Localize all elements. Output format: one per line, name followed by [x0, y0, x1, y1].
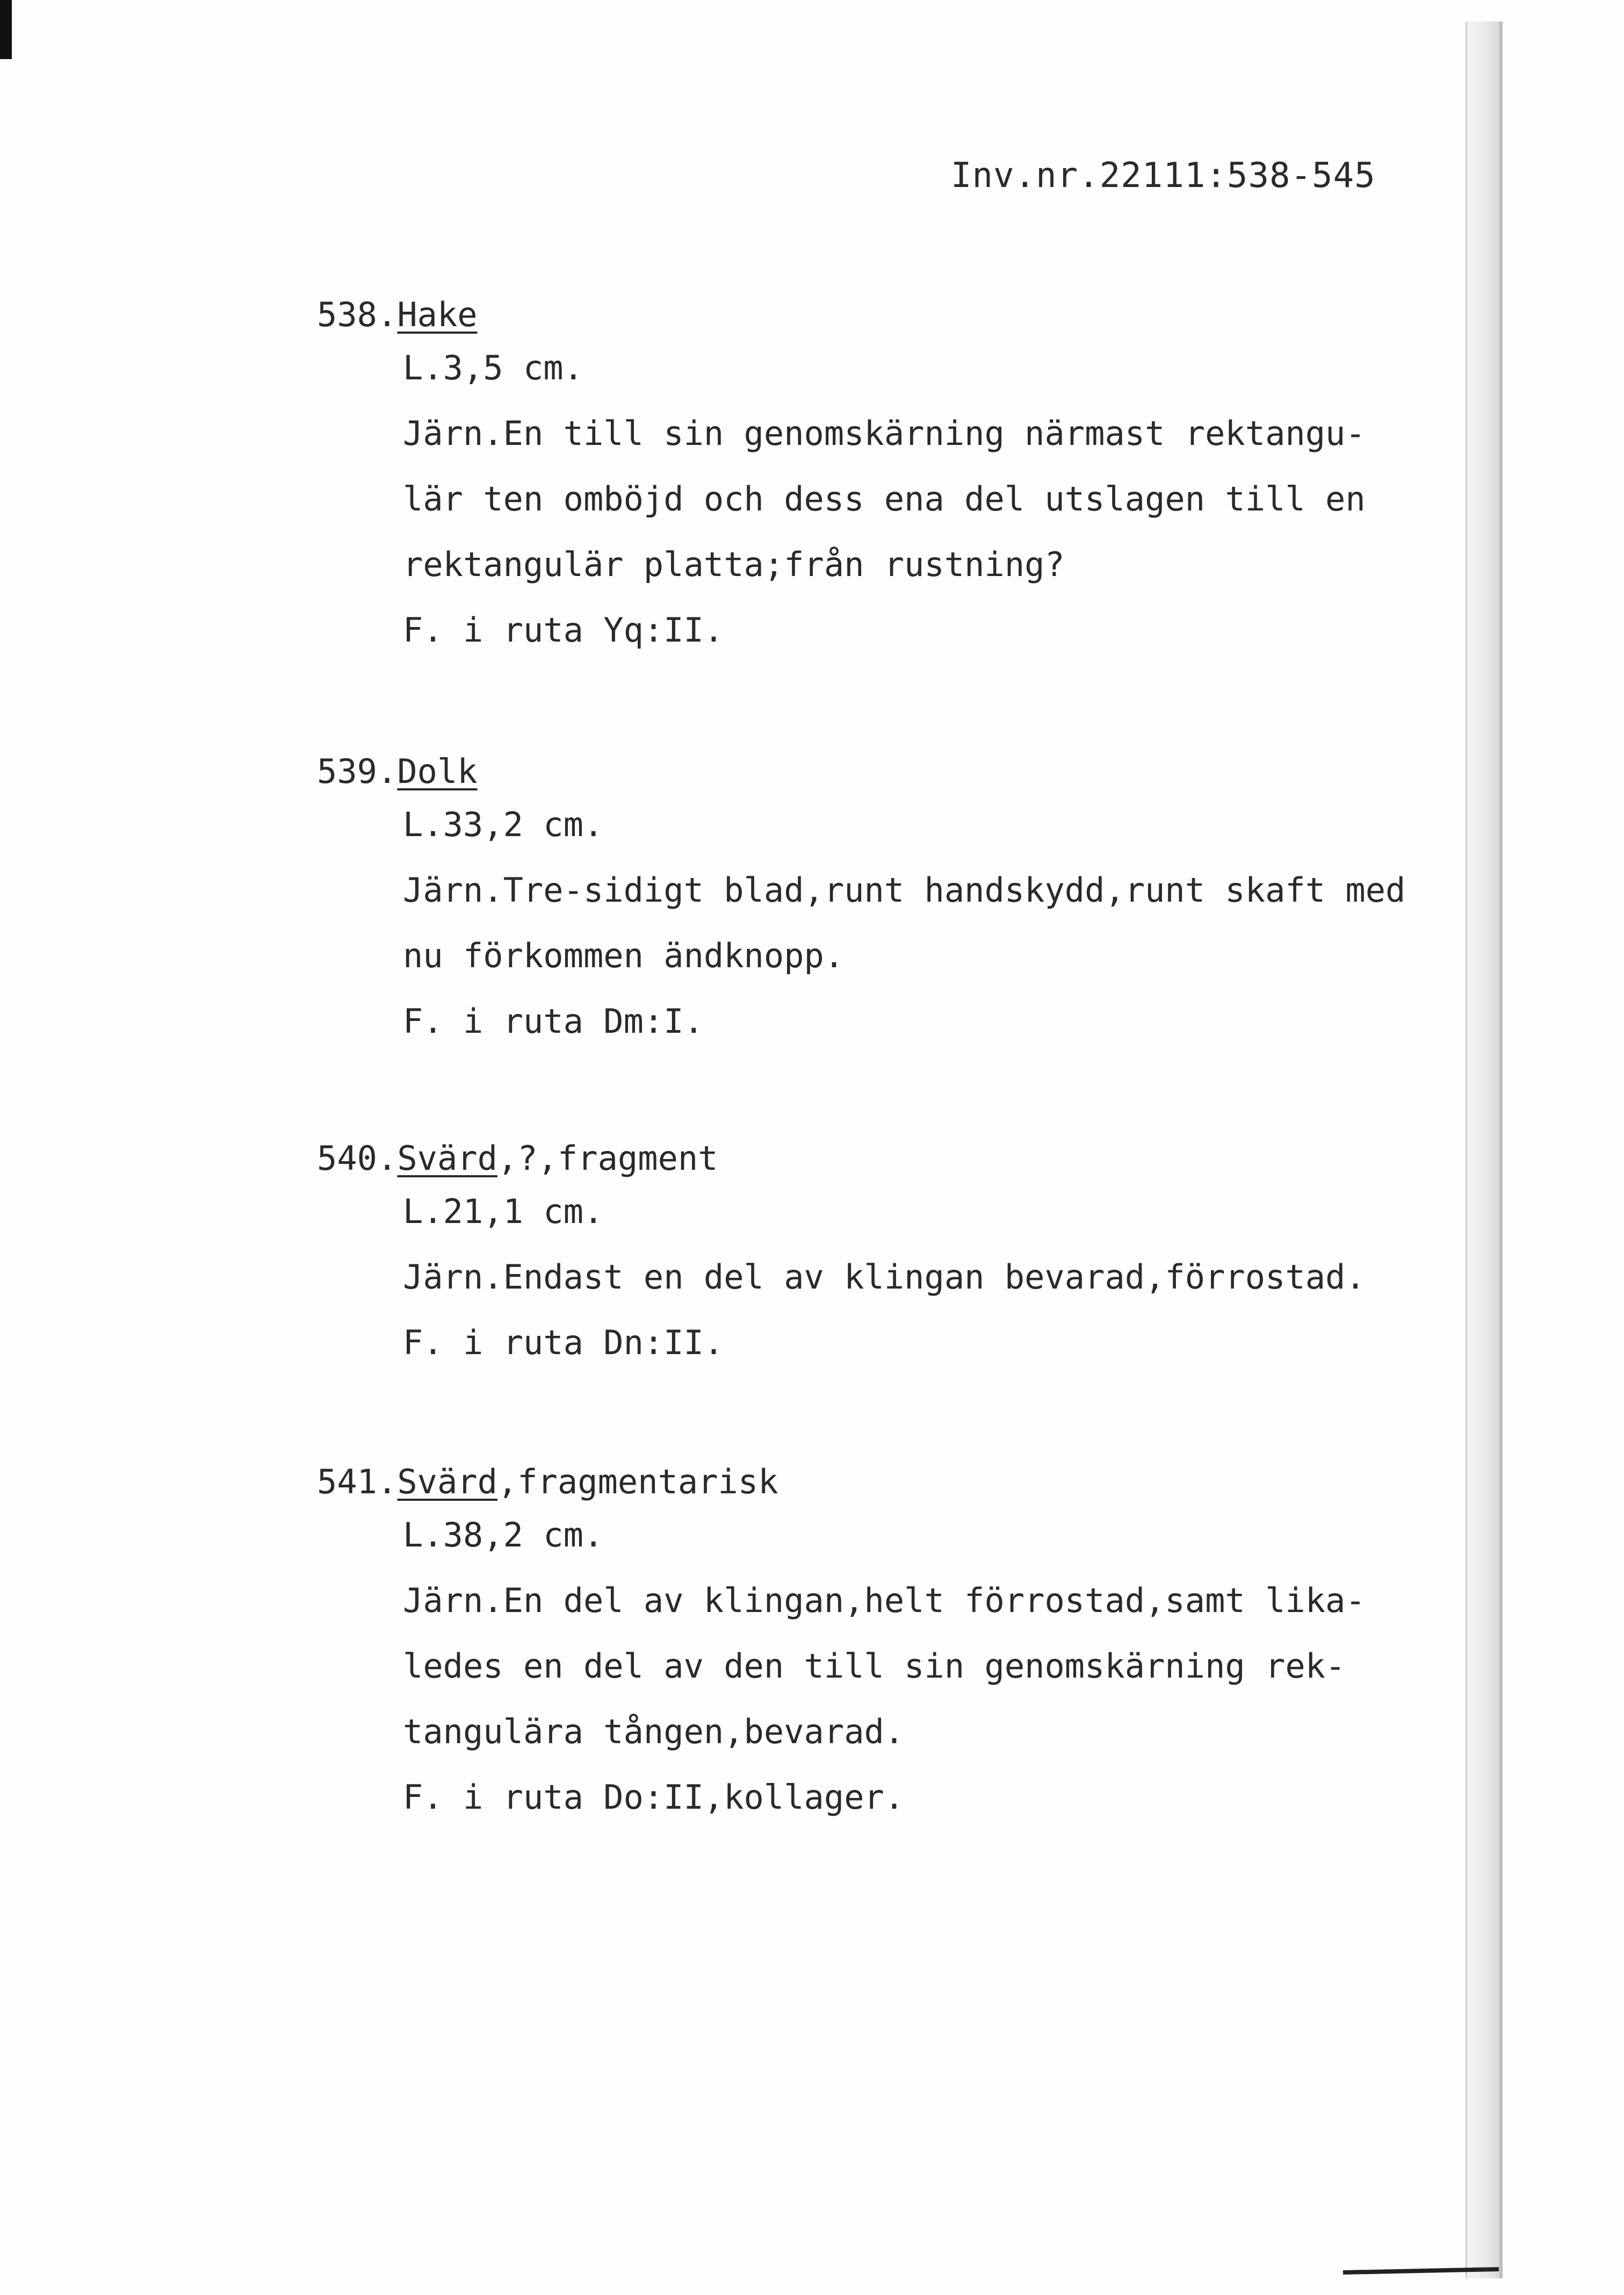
- entry-body: [317, 792, 1424, 1054]
- entry-title: [317, 1138, 1424, 1179]
- entry-name: Dolk: [397, 752, 478, 791]
- catalog-entry: [317, 1462, 1424, 1830]
- entry-name: Svärd: [397, 1139, 497, 1178]
- entry-name: Svärd: [397, 1462, 497, 1501]
- entry-line: L.33,2 cm.: [403, 805, 604, 844]
- entry-line: rektangulär platta;från rustning?: [403, 545, 1065, 584]
- catalog-entry: [317, 294, 1424, 663]
- entry-suffix: ,?,fragment: [497, 1139, 718, 1178]
- page-binding-edge: [1466, 21, 1503, 2278]
- catalog-entry: [317, 751, 1424, 1054]
- entry-line: lär ten omböjd och dess ena del utslagen till en: [403, 479, 1366, 519]
- entry-line: ledes en del av den till sin genomskärning rek-: [403, 1646, 1346, 1686]
- entry-number: 541.: [317, 1462, 398, 1501]
- entry-line: F. i ruta Do:II,kollager.: [403, 1778, 905, 1817]
- scan-corner-mark: [0, 0, 12, 59]
- entry-line: L.21,1 cm.: [403, 1192, 604, 1231]
- entry-line: tangulära tången,bevarad.: [403, 1712, 905, 1751]
- entry-line: F. i ruta Yq:II.: [403, 610, 724, 650]
- entry-line: Järn.Endast en del av klingan bevarad,förrostad.: [403, 1257, 1366, 1297]
- entry-title: [317, 1462, 1424, 1502]
- entry-line: Järn.En del av klingan,helt förrostad,samt lika-: [403, 1581, 1366, 1620]
- entry-name: Hake: [397, 295, 478, 334]
- entry-number: 539.: [317, 752, 398, 791]
- entry-line: F. i ruta Dm:I.: [403, 1002, 704, 1041]
- entry-title: [317, 294, 1424, 335]
- entry-line: Järn.Tre-sidigt blad,runt handskydd,runt skaft med: [403, 870, 1406, 910]
- catalog-entry: [317, 1138, 1424, 1376]
- entry-line: L.38,2 cm.: [403, 1515, 604, 1555]
- entry-suffix: ,fragmentarisk: [497, 1462, 778, 1501]
- entry-line: nu förkommen ändknopp.: [403, 936, 845, 975]
- entry-line: Järn.En till sin genomskärning närmast rektangu-: [403, 414, 1366, 453]
- entry-body: [317, 1502, 1424, 1830]
- entry-line: L.3,5 cm.: [403, 348, 583, 387]
- entry-number: 538.: [317, 295, 398, 334]
- entry-body: [317, 335, 1424, 663]
- entry-body: [317, 1179, 1424, 1376]
- inventory-number-header: Inv.nr.22111:538-545: [951, 156, 1376, 196]
- entry-line: F. i ruta Dn:II.: [403, 1323, 724, 1362]
- entry-title: [317, 751, 1424, 792]
- entry-number: 540.: [317, 1139, 398, 1178]
